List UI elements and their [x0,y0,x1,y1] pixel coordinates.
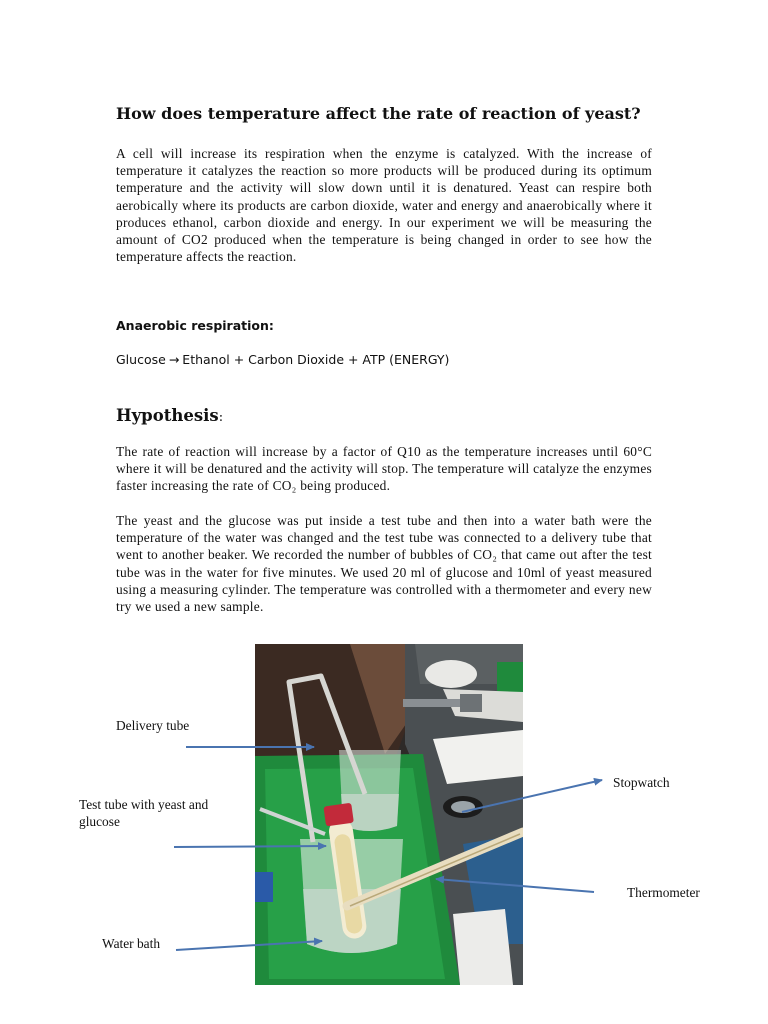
label-delivery-tube: Delivery tube [116,718,190,733]
hypothesis-heading [116,405,223,429]
hypothesis-colon: : [218,410,224,425]
label-water-bath: Water bath [102,936,161,951]
respiration-equation [116,352,449,368]
intro-paragraph: A cell will increase its respiration when the enzyme is catalyzed. With the increase of temperature it catalyzes the reaction so more products will be produced during its optimum temperature and the activity will slow down until it is denatured. Yeast can respire both aerobically where its products are carbon dioxide, water and energy and anaerobically where it produces ethanol, carbon dioxide and energy. In our experiment we will be measuring the amount of CO2 produced when the temperature is being changed in order to see how the temperature affects the reaction. [116,146,652,265]
label-stopwatch: Stopwatch [613,775,670,790]
label-test-tube: Test tube with yeast and glucose [79,797,209,829]
page-title: How does temperature affect the rate of reaction of yeast? [116,104,641,123]
label-thermometer: Thermometer [627,885,700,900]
equation-reactant: Glucose [116,352,166,367]
hypothesis-paragraph: The rate of reaction will increase by a factor of Q10 as the temperature increases until 60°C where it will be denatured and the activity will stop. The temperature will catalyze the enzymes faster increasing the rate of CO₂ being produced. [116,444,652,494]
experiment-photo [255,644,523,985]
anaerobic-heading: Anaerobic respiration: [116,318,274,333]
method-paragraph: The yeast and the glucose was put inside a test tube and then into a water bath were the temperature of the water was changed and the test tube was connected to a delivery tube that went to another beaker. We recorded the number of bubbles of CO₂ that came out after the test tube was in the water for five minutes. We used 20 ml of glucose and 10ml of yeast measured using a measuring cylinder. The temperature was controlled with a thermometer and every new try we used a new sample. [116,513,652,615]
right-arrow-icon: → [168,352,180,367]
hypothesis-heading-text: Hypothesis [116,406,219,425]
equation-products: Ethanol + Carbon Dioxide + ATP (ENERGY) [182,352,450,367]
